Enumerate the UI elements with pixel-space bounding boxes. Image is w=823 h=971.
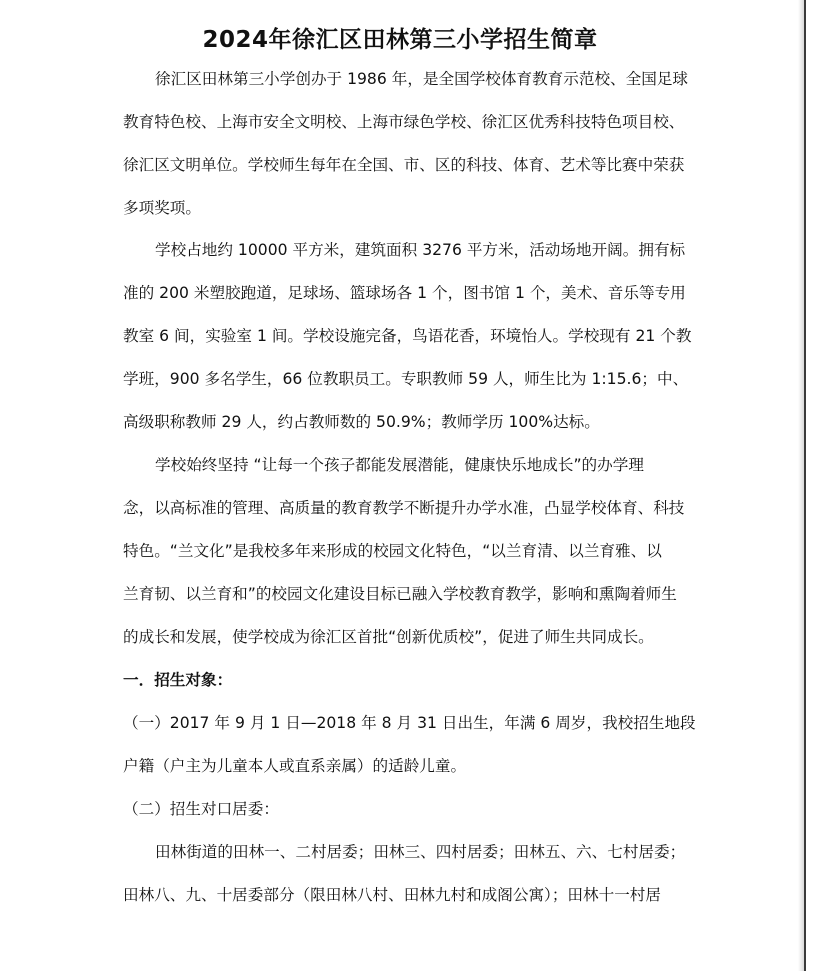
paragraph-1-line-2: 教育特色校、上海市安全文明校、上海市绿色学校、徐汇区优秀科技特色项目校、 bbox=[123, 113, 685, 131]
item-2-heading: （二）招生对口居委： bbox=[123, 800, 279, 818]
item-1-line-2: 户籍（户主为儿童本人或直系亲属）的适龄儿童。 bbox=[123, 757, 467, 775]
paragraph-3-line-4: 兰育韧、以兰育和”的校园文化建设目标已融入学校教育教学，影响和熏陶着师生 bbox=[123, 585, 677, 603]
paragraph-1-line-1: 徐汇区田林第三小学创办于 1986 年，是全国学校体育教育示范校、全国足球 bbox=[155, 70, 689, 88]
document-title: 2024年徐汇区田林第三小学招生简章 bbox=[202, 27, 598, 53]
paragraph-3-line-5: 的成长和发展，使学校成为徐汇区首批“创新优质校”，促进了师生共同成长。 bbox=[123, 628, 654, 646]
paragraph-3-line-3: 特色。“兰文化”是我校多年来形成的校园文化特色，“以兰育清、以兰育雅、以 bbox=[123, 542, 662, 560]
paragraph-2-line-5: 高级职称教师 29 人，约占教师数的 50.9%；教师学历 100%达标。 bbox=[123, 413, 600, 431]
item-2-line-1: 田林街道的田林一、二村居委；田林三、四村居委；田林五、六、七村居委； bbox=[155, 843, 686, 861]
paragraph-2-line-1: 学校占地约 10000 平方米，建筑面积 3276 平方米，活动场地开阔。拥有标 bbox=[155, 241, 686, 259]
paragraph-2-line-4: 学班，900 多名学生，66 位教职员工。专职教师 59 人，师生比为 1:15.6；中、 bbox=[123, 370, 689, 388]
item-1-line-1: （一）2017 年 9 月 1 日—2018 年 8 月 31 日出生，年满 6 周岁，我校招生地段 bbox=[123, 714, 696, 732]
paragraph-1-line-4: 多项奖项。 bbox=[123, 199, 201, 217]
paragraph-2-line-3: 教室 6 间，实验室 1 间。学校设施完备，鸟语花香，环境怡人。学校现有 21 个教 bbox=[123, 327, 692, 345]
paragraph-3-line-1: 学校始终坚持 “让每一个孩子都能发展潜能，健康快乐地成长”的办学理 bbox=[155, 456, 644, 474]
paragraph-3-line-2: 念，以高标准的管理、高质量的教育教学不断提升办学水准，凸显学校体育、科技 bbox=[123, 499, 685, 517]
paragraph-1-line-3: 徐汇区文明单位。学校师生每年在全国、市、区的科技、体育、艺术等比赛中荣获 bbox=[123, 156, 685, 174]
item-2-line-2: 田林八、九、十居委部分（限田林八村、田林九村和成阁公寓）；田林十一村居 bbox=[123, 886, 661, 904]
window-right-border bbox=[804, 0, 823, 971]
section-heading-enrollment-target: 一．招生对象： bbox=[123, 671, 233, 689]
paragraph-2-line-2: 准的 200 米塑胶跑道，足球场、篮球场各 1 个，图书馆 1 个，美术、音乐等专用 bbox=[123, 284, 686, 302]
